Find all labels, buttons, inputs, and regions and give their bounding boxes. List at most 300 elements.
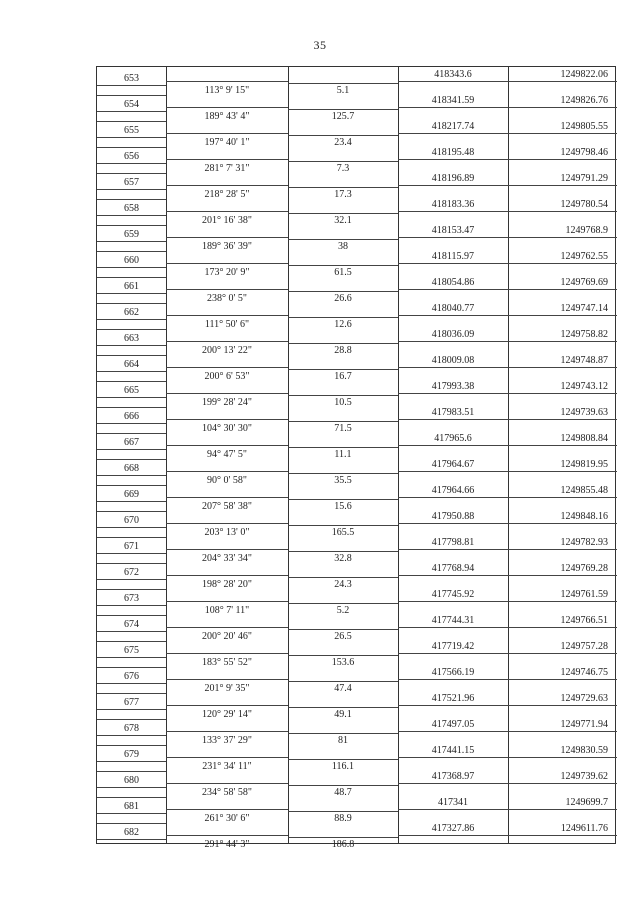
row-line bbox=[288, 707, 398, 708]
point-number: 655 bbox=[124, 125, 139, 136]
point-number: 664 bbox=[124, 359, 139, 370]
row-line bbox=[97, 147, 166, 148]
point-number: 675 bbox=[124, 645, 139, 656]
coordinate-x: 417441.15 bbox=[431, 745, 475, 756]
coordinate-x: 418341.59 bbox=[431, 95, 475, 106]
distance: 38 bbox=[338, 241, 348, 252]
row-line bbox=[97, 215, 166, 216]
row-line bbox=[166, 549, 288, 550]
row-line bbox=[398, 81, 617, 82]
row-line bbox=[288, 811, 398, 812]
point-number: 654 bbox=[124, 99, 139, 110]
distance: 32.1 bbox=[334, 215, 352, 226]
bearing: 207° 58' 38" bbox=[202, 501, 252, 512]
distance: 24.3 bbox=[334, 579, 352, 590]
row-line bbox=[288, 551, 398, 552]
row-line bbox=[166, 367, 288, 368]
coordinate-x: 417327.86 bbox=[431, 823, 475, 834]
distance: 28.8 bbox=[334, 345, 352, 356]
coordinate-x: 418217.74 bbox=[431, 121, 475, 132]
row-line bbox=[166, 289, 288, 290]
bearing: 189° 36' 39" bbox=[202, 241, 252, 252]
point-number: 670 bbox=[124, 515, 139, 526]
row-line bbox=[166, 315, 288, 316]
coordinate-y: 1249808.84 bbox=[560, 433, 608, 444]
row-line bbox=[97, 173, 166, 174]
point-number: 662 bbox=[124, 307, 139, 318]
distance: 32.8 bbox=[334, 553, 352, 564]
row-line bbox=[288, 499, 398, 500]
row-line bbox=[97, 683, 166, 684]
row-line bbox=[166, 523, 288, 524]
row-line bbox=[97, 787, 166, 788]
row-line bbox=[398, 497, 617, 498]
coordinate-x: 418009.08 bbox=[431, 355, 475, 366]
row-line bbox=[97, 839, 166, 840]
row-line bbox=[398, 835, 617, 836]
row-line bbox=[398, 367, 617, 368]
point-number: 682 bbox=[124, 827, 139, 838]
coordinate-y: 1249768.9 bbox=[565, 225, 608, 236]
bearing: 104° 30' 30" bbox=[202, 423, 252, 434]
row-line bbox=[166, 263, 288, 264]
row-line bbox=[166, 185, 288, 186]
row-line bbox=[97, 111, 166, 112]
row-line bbox=[97, 225, 166, 226]
coordinate-x: 418183.36 bbox=[431, 199, 475, 210]
row-line bbox=[166, 601, 288, 602]
coordinate-y: 1249826.76 bbox=[560, 95, 608, 106]
coordinate-y: 1249739.63 bbox=[560, 407, 608, 418]
row-line bbox=[97, 251, 166, 252]
row-line bbox=[97, 433, 166, 434]
row-line bbox=[398, 653, 617, 654]
distance: 26.6 bbox=[334, 293, 352, 304]
bearing: 234° 58' 58" bbox=[202, 787, 252, 798]
distance: 23.4 bbox=[334, 137, 352, 148]
coordinate-x: 417768.94 bbox=[431, 563, 475, 574]
coordinate-x: 417744.31 bbox=[431, 615, 475, 626]
row-line bbox=[288, 213, 398, 214]
coordinate-y: 1249699.7 bbox=[565, 797, 608, 808]
row-line bbox=[97, 813, 166, 814]
point-number: 660 bbox=[124, 255, 139, 266]
bearing: 200° 20' 46" bbox=[202, 631, 252, 642]
row-line bbox=[288, 785, 398, 786]
row-line bbox=[166, 159, 288, 160]
row-line bbox=[97, 719, 166, 720]
row-line bbox=[166, 835, 288, 836]
row-line bbox=[97, 85, 166, 86]
coordinate-x: 417964.67 bbox=[431, 459, 475, 470]
row-line bbox=[97, 475, 166, 476]
coordinate-y: 1249747.14 bbox=[560, 303, 608, 314]
bearing: 201° 9' 35" bbox=[204, 683, 250, 694]
bearing: 183° 55' 52" bbox=[202, 657, 252, 668]
distance: 16.7 bbox=[334, 371, 352, 382]
distance: 35.5 bbox=[334, 475, 352, 486]
distance: 186.8 bbox=[331, 839, 355, 850]
row-line bbox=[97, 667, 166, 668]
distance: 17.3 bbox=[334, 189, 352, 200]
row-line bbox=[166, 731, 288, 732]
point-number: 672 bbox=[124, 567, 139, 578]
row-line bbox=[97, 137, 166, 138]
point-number: 663 bbox=[124, 333, 139, 344]
bearing: 261° 30' 6" bbox=[204, 813, 250, 824]
row-line bbox=[288, 369, 398, 370]
bearing: 200° 13' 22" bbox=[202, 345, 252, 356]
row-line bbox=[166, 445, 288, 446]
bearing: 281° 7' 31" bbox=[204, 163, 250, 174]
row-line bbox=[288, 265, 398, 266]
bearing: 108° 7' 11" bbox=[204, 605, 250, 616]
row-line bbox=[97, 537, 166, 538]
distance: 125.7 bbox=[331, 111, 355, 122]
coordinate-y: 1249771.94 bbox=[560, 719, 608, 730]
row-line bbox=[398, 731, 617, 732]
coordinate-x: 418195.48 bbox=[431, 147, 475, 158]
row-line bbox=[97, 605, 166, 606]
row-line bbox=[398, 185, 617, 186]
distance: 88.9 bbox=[334, 813, 352, 824]
row-line bbox=[166, 497, 288, 498]
coordinate-x: 417719.42 bbox=[431, 641, 475, 652]
bearing: 111° 50' 6" bbox=[204, 319, 250, 330]
coordinate-x: 417983.51 bbox=[431, 407, 475, 418]
coordinate-x: 417497.05 bbox=[431, 719, 475, 730]
point-number: 679 bbox=[124, 749, 139, 760]
point-number: 669 bbox=[124, 489, 139, 500]
row-line bbox=[97, 199, 166, 200]
row-line bbox=[97, 579, 166, 580]
row-line bbox=[97, 241, 166, 242]
coordinate-y: 1249848.16 bbox=[560, 511, 608, 522]
row-line bbox=[166, 107, 288, 108]
row-line bbox=[398, 289, 617, 290]
point-number: 681 bbox=[124, 801, 139, 812]
row-line bbox=[166, 575, 288, 576]
row-line bbox=[288, 577, 398, 578]
bearing: 133° 37' 29" bbox=[202, 735, 252, 746]
row-line bbox=[97, 277, 166, 278]
coordinate-x: 417950.88 bbox=[431, 511, 475, 522]
row-line bbox=[97, 163, 166, 164]
coordinate-y: 1249780.54 bbox=[560, 199, 608, 210]
coordinate-y: 1249830.59 bbox=[560, 745, 608, 756]
row-line bbox=[398, 679, 617, 680]
row-line bbox=[97, 459, 166, 460]
bearing: 198° 28' 20" bbox=[202, 579, 252, 590]
distance: 116.1 bbox=[331, 761, 355, 772]
bearing: 197° 40' 1" bbox=[204, 137, 250, 148]
distance: 48.7 bbox=[334, 787, 352, 798]
point-number: 677 bbox=[124, 697, 139, 708]
point-number: 665 bbox=[124, 385, 139, 396]
bearing: 201° 16' 38" bbox=[202, 215, 252, 226]
row-line bbox=[166, 679, 288, 680]
row-line bbox=[398, 471, 617, 472]
row-line bbox=[97, 771, 166, 772]
coordinate-x: 417798.81 bbox=[431, 537, 475, 548]
row-line bbox=[398, 575, 617, 576]
row-line bbox=[97, 319, 166, 320]
distance: 71.5 bbox=[334, 423, 352, 434]
bearing: 291° 44' 3" bbox=[204, 839, 250, 850]
coordinate-y: 1249761.59 bbox=[560, 589, 608, 600]
row-line bbox=[398, 601, 617, 602]
row-line bbox=[288, 239, 398, 240]
row-line bbox=[398, 549, 617, 550]
row-line bbox=[97, 563, 166, 564]
row-line bbox=[97, 553, 166, 554]
row-line bbox=[166, 393, 288, 394]
row-line bbox=[398, 705, 617, 706]
row-line bbox=[398, 211, 617, 212]
row-line bbox=[288, 291, 398, 292]
row-line bbox=[97, 709, 166, 710]
row-line bbox=[288, 759, 398, 760]
row-line bbox=[97, 745, 166, 746]
row-line bbox=[97, 797, 166, 798]
row-line bbox=[288, 629, 398, 630]
row-line bbox=[288, 837, 398, 838]
row-line bbox=[398, 809, 617, 810]
coordinate-x: 417993.38 bbox=[431, 381, 475, 392]
coordinate-y: 1249791.29 bbox=[560, 173, 608, 184]
coordinate-y: 1249762.55 bbox=[560, 251, 608, 262]
coordinate-x: 417341 bbox=[438, 797, 468, 808]
row-line bbox=[97, 95, 166, 96]
coordinate-y: 1249746.75 bbox=[560, 667, 608, 678]
bearing: 113° 9' 15" bbox=[204, 85, 250, 96]
coordinate-y: 1249798.46 bbox=[560, 147, 608, 158]
row-line bbox=[97, 527, 166, 528]
row-line bbox=[97, 501, 166, 502]
page-number: 35 bbox=[313, 38, 327, 52]
coordinate-x: 417566.19 bbox=[431, 667, 475, 678]
row-line bbox=[97, 615, 166, 616]
distance: 10.5 bbox=[334, 397, 352, 408]
coordinate-x: 418115.97 bbox=[431, 251, 475, 262]
point-number: 680 bbox=[124, 775, 139, 786]
row-line bbox=[288, 343, 398, 344]
point-number: 671 bbox=[124, 541, 139, 552]
distance: 47.4 bbox=[334, 683, 352, 694]
distance: 49.1 bbox=[334, 709, 352, 720]
coordinate-x: 418036.09 bbox=[431, 329, 475, 340]
row-line bbox=[97, 397, 166, 398]
distance: 15.6 bbox=[334, 501, 352, 512]
coordinates-table bbox=[96, 66, 616, 850]
row-line bbox=[398, 393, 617, 394]
row-line bbox=[288, 603, 398, 604]
row-line bbox=[288, 317, 398, 318]
coordinate-y: 1249743.12 bbox=[560, 381, 608, 392]
coordinate-x: 418054.86 bbox=[431, 277, 475, 288]
distance: 165.5 bbox=[331, 527, 355, 538]
bearing: 199° 28' 24" bbox=[202, 397, 252, 408]
coordinate-x: 417964.66 bbox=[431, 485, 475, 496]
coordinate-y: 1249748.87 bbox=[560, 355, 608, 366]
row-line bbox=[398, 107, 617, 108]
row-line bbox=[97, 693, 166, 694]
row-line bbox=[97, 823, 166, 824]
row-line bbox=[166, 783, 288, 784]
row-line bbox=[288, 525, 398, 526]
point-number: 668 bbox=[124, 463, 139, 474]
row-line bbox=[288, 473, 398, 474]
row-line bbox=[97, 511, 166, 512]
coordinate-y: 1249805.55 bbox=[560, 121, 608, 132]
point-number: 666 bbox=[124, 411, 139, 422]
bearing: 204° 33' 34" bbox=[202, 553, 252, 564]
row-line bbox=[97, 345, 166, 346]
row-line bbox=[166, 211, 288, 212]
point-number: 661 bbox=[124, 281, 139, 292]
coordinate-y: 1249822.06 bbox=[560, 69, 608, 80]
row-line bbox=[166, 133, 288, 134]
row-line bbox=[288, 395, 398, 396]
row-line bbox=[97, 631, 166, 632]
distance: 12.6 bbox=[334, 319, 352, 330]
row-line bbox=[288, 733, 398, 734]
row-line bbox=[398, 237, 617, 238]
coordinate-x: 417368.97 bbox=[431, 771, 475, 782]
coordinate-x: 418196.89 bbox=[431, 173, 475, 184]
coordinate-y: 1249769.28 bbox=[560, 563, 608, 574]
coordinate-x: 417745.92 bbox=[431, 589, 475, 600]
point-number: 657 bbox=[124, 177, 139, 188]
bearing: 203° 13' 0" bbox=[204, 527, 250, 538]
row-line bbox=[97, 355, 166, 356]
point-number: 678 bbox=[124, 723, 139, 734]
row-line bbox=[97, 641, 166, 642]
row-line bbox=[398, 159, 617, 160]
row-line bbox=[97, 449, 166, 450]
coordinate-y: 1249758.82 bbox=[560, 329, 608, 340]
distance: 11.1 bbox=[334, 449, 352, 460]
row-line bbox=[398, 757, 617, 758]
row-line bbox=[288, 681, 398, 682]
point-number: 673 bbox=[124, 593, 139, 604]
row-line bbox=[166, 419, 288, 420]
coordinate-x: 417965.6 bbox=[434, 433, 472, 444]
row-line bbox=[398, 133, 617, 134]
distance: 61.5 bbox=[334, 267, 352, 278]
bearing: 173° 20' 9" bbox=[204, 267, 250, 278]
row-line bbox=[398, 341, 617, 342]
row-line bbox=[398, 783, 617, 784]
row-line bbox=[97, 761, 166, 762]
coordinate-y: 1249766.51 bbox=[560, 615, 608, 626]
coordinate-y: 1249739.62 bbox=[560, 771, 608, 782]
row-line bbox=[288, 83, 398, 84]
row-line bbox=[398, 445, 617, 446]
bearing: 200° 6' 53" bbox=[204, 371, 250, 382]
row-line bbox=[288, 655, 398, 656]
row-line bbox=[97, 381, 166, 382]
distance: 5.2 bbox=[336, 605, 350, 616]
coordinate-x: 418040.77 bbox=[431, 303, 475, 314]
row-line bbox=[166, 627, 288, 628]
point-number: 656 bbox=[124, 151, 139, 162]
point-number: 658 bbox=[124, 203, 139, 214]
row-line bbox=[97, 407, 166, 408]
row-line bbox=[97, 303, 166, 304]
distance: 5.1 bbox=[336, 85, 350, 96]
row-line bbox=[398, 419, 617, 420]
coordinate-x: 417521.96 bbox=[431, 693, 475, 704]
row-line bbox=[398, 315, 617, 316]
row-line bbox=[398, 627, 617, 628]
point-number: 659 bbox=[124, 229, 139, 240]
coordinate-y: 1249611.76 bbox=[560, 823, 608, 834]
bearing: 238° 0' 5" bbox=[207, 293, 247, 304]
row-line bbox=[166, 809, 288, 810]
coordinate-x: 418343.6 bbox=[434, 69, 472, 80]
row-line bbox=[166, 341, 288, 342]
row-line bbox=[288, 135, 398, 136]
row-line bbox=[288, 421, 398, 422]
row-line bbox=[97, 589, 166, 590]
bearing: 189° 43' 4" bbox=[204, 111, 250, 122]
row-line bbox=[97, 371, 166, 372]
row-line bbox=[97, 121, 166, 122]
row-line bbox=[166, 471, 288, 472]
point-number: 653 bbox=[124, 73, 139, 84]
row-line bbox=[166, 237, 288, 238]
distance: 81 bbox=[338, 735, 348, 746]
distance: 153.6 bbox=[331, 657, 355, 668]
row-line bbox=[166, 705, 288, 706]
coordinate-y: 1249729.63 bbox=[560, 693, 608, 704]
point-number: 667 bbox=[124, 437, 139, 448]
row-line bbox=[166, 81, 288, 82]
coordinate-y: 1249782.93 bbox=[560, 537, 608, 548]
row-line bbox=[166, 653, 288, 654]
point-number: 674 bbox=[124, 619, 139, 630]
row-line bbox=[97, 423, 166, 424]
row-line bbox=[97, 293, 166, 294]
row-line bbox=[398, 523, 617, 524]
coordinate-y: 1249757.28 bbox=[560, 641, 608, 652]
coordinate-x: 418153.47 bbox=[431, 225, 475, 236]
distance: 26.5 bbox=[334, 631, 352, 642]
coordinate-y: 1249769.69 bbox=[560, 277, 608, 288]
row-line bbox=[97, 735, 166, 736]
coordinate-y: 1249819.95 bbox=[560, 459, 608, 470]
bearing: 120° 29' 14" bbox=[202, 709, 252, 720]
bearing: 218° 28' 5" bbox=[204, 189, 250, 200]
bearing: 94° 47' 5" bbox=[207, 449, 247, 460]
bearing: 231° 34' 11" bbox=[202, 761, 252, 772]
point-number: 676 bbox=[124, 671, 139, 682]
row-line bbox=[288, 109, 398, 110]
row-line bbox=[97, 485, 166, 486]
coordinate-y: 1249855.48 bbox=[560, 485, 608, 496]
row-line bbox=[288, 447, 398, 448]
row-line bbox=[288, 187, 398, 188]
distance: 7.3 bbox=[336, 163, 350, 174]
row-line bbox=[97, 657, 166, 658]
row-line bbox=[166, 757, 288, 758]
row-line bbox=[97, 189, 166, 190]
row-line bbox=[288, 161, 398, 162]
row-line bbox=[97, 329, 166, 330]
row-line bbox=[97, 267, 166, 268]
row-line bbox=[398, 263, 617, 264]
